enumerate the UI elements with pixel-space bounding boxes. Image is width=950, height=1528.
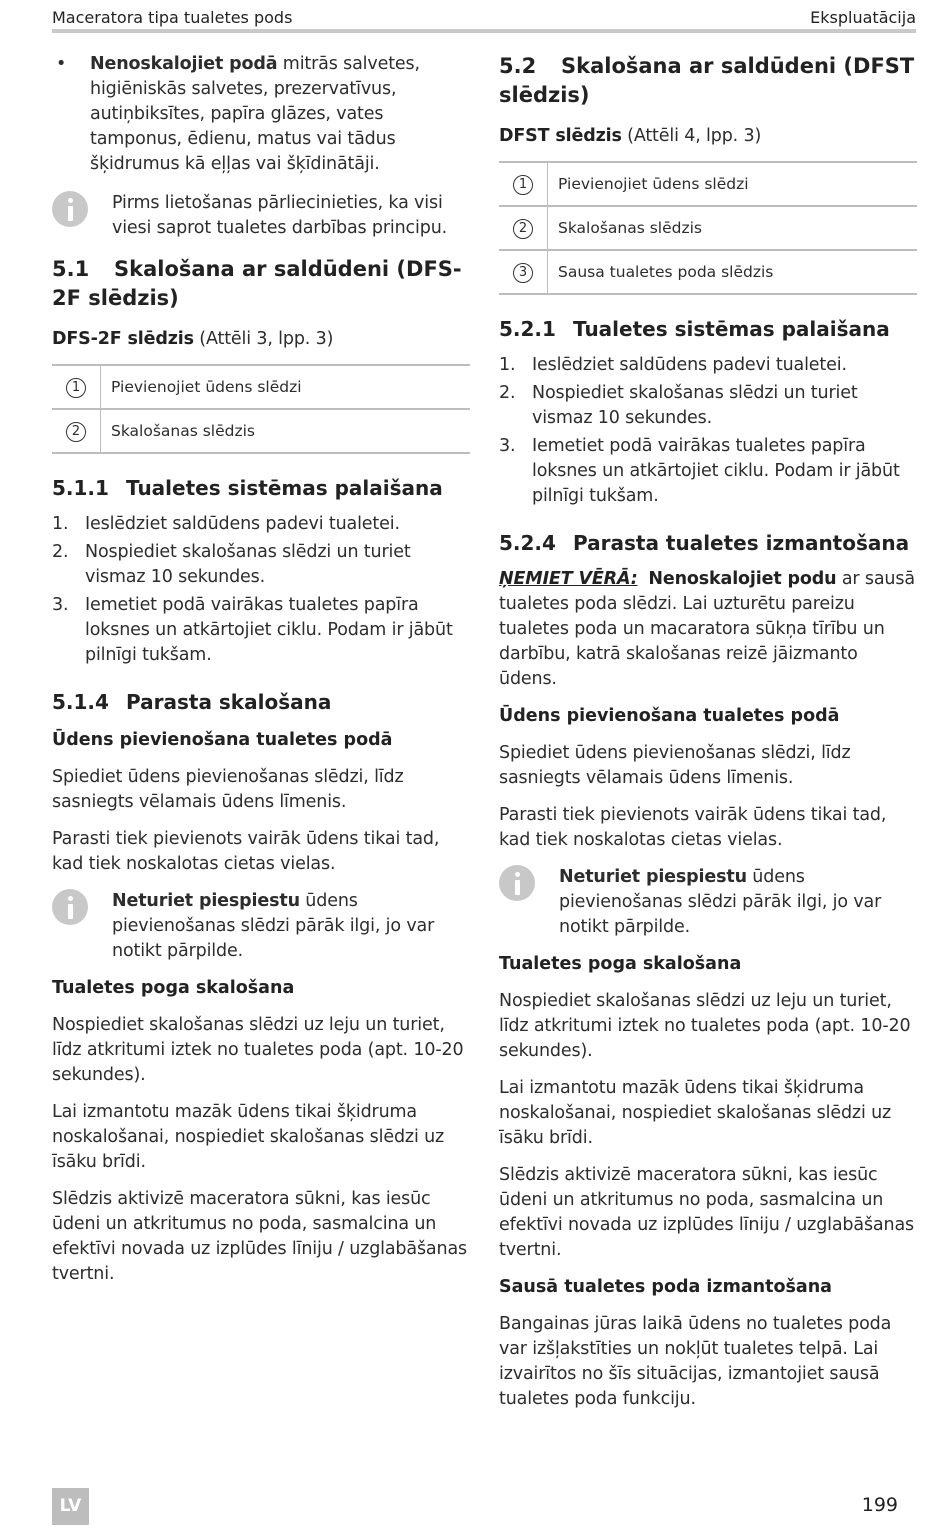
right-column bbox=[499, 52, 917, 1424]
key-number-cell bbox=[499, 206, 548, 250]
key-label: Pievienojiet ūdens slēdzi bbox=[548, 162, 918, 206]
info-note-text: ūdens pievienošanas slēdzi pārāk ilgi, jo var notikt pārpilde. bbox=[112, 891, 435, 961]
section-title: Skalošana ar saldūdeni (DFST slēdzis) bbox=[499, 54, 915, 107]
section-heading-5-2 bbox=[499, 52, 917, 110]
section-heading-5-1-4 bbox=[52, 688, 470, 716]
info-note-text: Pirms lietošanas pārliecinieties, ka visi viesi saprot tualetes darbības principu. bbox=[112, 193, 448, 238]
paragraph: Parasti tiek pievienots vairāk ūdens tikai tad, kad tiek noskalotas cietas vielas. bbox=[499, 805, 887, 850]
table-row bbox=[52, 365, 470, 409]
table-row bbox=[499, 206, 917, 250]
header-divider bbox=[52, 29, 916, 33]
language-badge: LV bbox=[52, 1488, 89, 1525]
warning-bullet bbox=[52, 52, 470, 177]
switch-name: DFS-2F slēdzis bbox=[52, 329, 194, 349]
section-heading-5-1 bbox=[52, 255, 470, 313]
section-title: Tualetes sistēmas palaišana bbox=[573, 317, 890, 341]
steps-list bbox=[499, 353, 917, 509]
steps-list bbox=[52, 512, 470, 668]
table-row bbox=[499, 250, 917, 294]
subheading: Sausā tualetes poda izmantošana bbox=[499, 1277, 832, 1297]
switch-name: DFST slēdzis bbox=[499, 126, 622, 146]
notice-paragraph bbox=[499, 567, 917, 692]
switch-key-table bbox=[52, 364, 470, 454]
paragraph: Lai izmantotu mazāk ūdens tikai šķidruma noskalošanai, nospiediet skalošanas slēdzi uz īsāku brīdi. bbox=[499, 1078, 892, 1148]
step-text: Ieslēdziet saldūdens padevi tualetei. bbox=[532, 355, 847, 375]
step-number: 1. bbox=[499, 355, 516, 375]
switch-key-table bbox=[499, 161, 917, 295]
key-number: 3 bbox=[513, 263, 533, 283]
key-number-cell bbox=[52, 365, 101, 409]
section-heading-5-2-4 bbox=[499, 529, 917, 557]
paragraph: Slēdzis aktivizē maceratora sūkni, kas iesūc ūdeni un atkritumus no poda, sasmalcina un efektīvi novada uz izplūdes līniju / uzglabāšanas tvertni. bbox=[52, 1189, 467, 1284]
step-number: 3. bbox=[52, 595, 69, 615]
step-number: 3. bbox=[499, 436, 516, 456]
key-number-cell bbox=[499, 250, 548, 294]
step-text: Nospiediet skalošanas slēdzi un turiet vismaz 10 sekundes. bbox=[532, 383, 858, 428]
key-number: 2 bbox=[513, 219, 533, 239]
step-number: 1. bbox=[52, 514, 69, 534]
page-number: 199 bbox=[861, 1494, 898, 1516]
info-note bbox=[499, 865, 917, 940]
key-label: Skalošanas slēdzis bbox=[548, 206, 918, 250]
subheading: Tualetes poga skalošana bbox=[52, 978, 295, 998]
notice-label: ŅEMIET VĒRĀ: bbox=[499, 569, 638, 589]
notice-text: ar sausā tualetes poda slēdzi. Lai uzturētu pareizu tualetes poda un macaratora sūkņa tīrību un darbību, katrā skalošanas reizē jāizmanto ūdens. bbox=[499, 569, 915, 689]
info-note bbox=[52, 191, 470, 241]
header-section: Ekspluatācija bbox=[810, 8, 916, 27]
section-title: Skalošana ar saldūdeni (DFS-2F slēdzis) bbox=[52, 257, 462, 310]
step-text: Iemetiet podā vairākas tualetes papīra loksnes un atkārtojiet ciklu. Podam ir jābūt pilnīgi tukšam. bbox=[532, 436, 900, 506]
section-number: 5.2.1 bbox=[499, 317, 556, 341]
info-icon bbox=[499, 865, 535, 901]
list-item bbox=[499, 353, 917, 378]
paragraph: Slēdzis aktivizē maceratora sūkni, kas iesūc ūdeni un atkritumus no poda, sasmalcina un efektīvi novada uz izplūdes līniju / uzglabāšanas tvertni. bbox=[499, 1165, 914, 1260]
section-title: Parasta tualetes izmantošana bbox=[573, 531, 910, 555]
key-label: Pievienojiet ūdens slēdzi bbox=[101, 365, 471, 409]
info-note bbox=[52, 889, 470, 964]
paragraph: Spiediet ūdens pievienošanas slēdzi, līdz sasniegts vēlamais ūdens līmenis. bbox=[499, 743, 851, 788]
step-number: 2. bbox=[52, 542, 69, 562]
section-number: 5.2 bbox=[499, 54, 537, 78]
switch-reference bbox=[499, 124, 917, 149]
info-icon bbox=[52, 191, 88, 227]
key-number: 1 bbox=[66, 378, 86, 398]
list-item bbox=[499, 434, 917, 509]
section-number: 5.1.4 bbox=[52, 690, 109, 714]
table-row bbox=[52, 409, 470, 453]
section-number: 5.1 bbox=[52, 257, 90, 281]
switch-ref: (Attēli 3, lpp. 3) bbox=[193, 329, 334, 349]
paragraph: Parasti tiek pievienots vairāk ūdens tikai tad, kad tiek noskalotas cietas vielas. bbox=[52, 829, 440, 874]
subheading: Tualetes poga skalošana bbox=[499, 954, 742, 974]
section-number: 5.1.1 bbox=[52, 476, 109, 500]
info-note-bold: Neturiet piespiestu bbox=[559, 867, 747, 887]
info-note-text: ūdens pievienošanas slēdzi pārāk ilgi, jo var notikt pārpilde. bbox=[559, 867, 882, 937]
section-number: 5.2.4 bbox=[499, 531, 556, 555]
key-label: Skalošanas slēdzis bbox=[101, 409, 471, 453]
section-title: Tualetes sistēmas palaišana bbox=[126, 476, 443, 500]
step-text: Ieslēdziet saldūdens padevi tualetei. bbox=[85, 514, 400, 534]
paragraph: Nospiediet skalošanas slēdzi uz leju un turiet, līdz atkritumi iztek no tualetes poda (apt. 10-20 sekundes). bbox=[52, 1015, 464, 1085]
list-item bbox=[499, 381, 917, 431]
left-column bbox=[52, 52, 470, 1299]
info-note-bold: Neturiet piespiestu bbox=[112, 891, 300, 911]
subheading: Ūdens pievienošana tualetes podā bbox=[52, 730, 393, 750]
step-text: Nospiediet skalošanas slēdzi un turiet vismaz 10 sekundes. bbox=[85, 542, 411, 587]
section-heading-5-2-1 bbox=[499, 315, 917, 343]
section-title: Parasta skalošana bbox=[126, 690, 332, 714]
bullet-bold: Nenoskalojiet podā bbox=[90, 54, 278, 74]
list-item bbox=[52, 512, 470, 537]
subheading: Ūdens pievienošana tualetes podā bbox=[499, 706, 840, 726]
section-heading-5-1-1 bbox=[52, 474, 470, 502]
list-item bbox=[52, 593, 470, 668]
info-icon bbox=[52, 889, 88, 925]
running-header bbox=[52, 6, 916, 28]
notice-bold: Nenoskalojiet podu bbox=[648, 569, 837, 589]
step-number: 2. bbox=[499, 383, 516, 403]
switch-reference bbox=[52, 327, 470, 352]
header-title: Maceratora tipa tualetes pods bbox=[52, 8, 293, 27]
bullet-text: mitrās salvetes, higiēniskās salvetes, prezervatīvus, autiņbiksītes, papīra glāzes, vates tamponus, ēdienu, matus vai tādus šķidrumus kā eļļas vai šķīdinātāji. bbox=[90, 54, 420, 174]
switch-ref: (Attēli 4, lpp. 3) bbox=[621, 126, 762, 146]
paragraph: Spiediet ūdens pievienošanas slēdzi, līdz sasniegts vēlamais ūdens līmenis. bbox=[52, 767, 404, 812]
key-number-cell bbox=[52, 409, 101, 453]
key-label: Sausa tualetes poda slēdzis bbox=[548, 250, 918, 294]
paragraph: Nospiediet skalošanas slēdzi uz leju un turiet, līdz atkritumi iztek no tualetes poda (apt. 10-20 sekundes). bbox=[499, 991, 911, 1061]
table-row bbox=[499, 162, 917, 206]
key-number: 1 bbox=[513, 175, 533, 195]
key-number-cell bbox=[499, 162, 548, 206]
key-number: 2 bbox=[66, 422, 86, 442]
paragraph: Bangainas jūras laikā ūdens no tualetes poda var izšļakstīties un nokļūt tualetes telpā. Lai izvairītos no šīs situācijas, izmantojiet sausā tualetes poda funkciju. bbox=[499, 1314, 892, 1409]
step-text: Iemetiet podā vairākas tualetes papīra loksnes un atkārtojiet ciklu. Podam ir jābūt pilnīgi tukšam. bbox=[85, 595, 453, 665]
bullet-dot: • bbox=[56, 54, 67, 74]
list-item bbox=[52, 540, 470, 590]
paragraph: Lai izmantotu mazāk ūdens tikai šķidruma noskalošanai, nospiediet skalošanas slēdzi uz īsāku brīdi. bbox=[52, 1102, 445, 1172]
